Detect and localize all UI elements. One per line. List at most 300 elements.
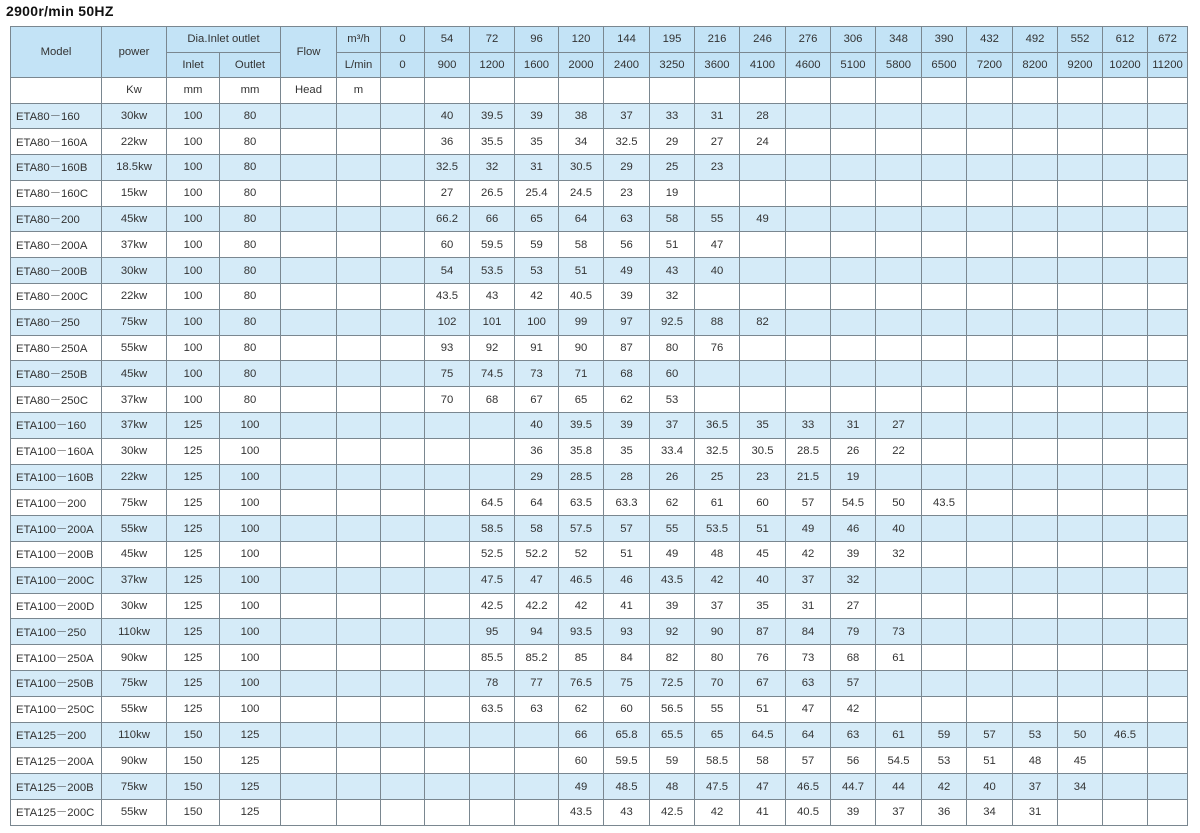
model-cell: ETA100－250C bbox=[11, 696, 102, 722]
head-cell: 50 bbox=[1058, 722, 1103, 748]
header-lmin-value: 2400 bbox=[604, 52, 650, 78]
head-cell-zero-flow bbox=[381, 413, 425, 439]
head-cell bbox=[515, 800, 559, 826]
head-cell bbox=[922, 129, 967, 155]
head-cell: 47.5 bbox=[695, 774, 740, 800]
head-cell bbox=[1058, 671, 1103, 697]
head-cell bbox=[1103, 284, 1148, 310]
head-cell bbox=[967, 696, 1013, 722]
flow-empty-cell bbox=[337, 671, 381, 697]
head-cell: 92 bbox=[470, 335, 515, 361]
head-cell bbox=[1013, 464, 1058, 490]
head-cell bbox=[1103, 387, 1148, 413]
table-row bbox=[11, 722, 1188, 748]
head-cell bbox=[1103, 619, 1148, 645]
header-lmin-value: 3250 bbox=[650, 52, 695, 78]
header-outlet: Outlet bbox=[220, 52, 281, 78]
head-cell bbox=[922, 103, 967, 129]
head-cell bbox=[1013, 567, 1058, 593]
head-cell-zero-flow bbox=[381, 438, 425, 464]
head-cell: 58 bbox=[740, 748, 786, 774]
head-cell: 25.4 bbox=[515, 180, 559, 206]
head-cell: 51 bbox=[559, 258, 604, 284]
header-m3h-value: 216 bbox=[695, 27, 740, 53]
inlet-cell: 125 bbox=[167, 619, 220, 645]
flow-empty-cell bbox=[337, 800, 381, 826]
head-cell bbox=[876, 232, 922, 258]
outlet-cell: 80 bbox=[220, 387, 281, 413]
head-cell bbox=[1058, 645, 1103, 671]
head-cell: 36 bbox=[922, 800, 967, 826]
head-cell: 27 bbox=[695, 129, 740, 155]
flow-empty-cell bbox=[281, 671, 337, 697]
head-cell: 41 bbox=[740, 800, 786, 826]
head-cell bbox=[831, 232, 876, 258]
head-cell bbox=[1058, 619, 1103, 645]
table-row bbox=[11, 129, 1188, 155]
head-cell: 51 bbox=[740, 516, 786, 542]
head-cell bbox=[967, 413, 1013, 439]
head-cell: 85.5 bbox=[470, 645, 515, 671]
header-lmin-value: 5800 bbox=[876, 52, 922, 78]
units-power: Kw bbox=[102, 78, 167, 104]
head-cell: 42 bbox=[695, 800, 740, 826]
inlet-cell: 150 bbox=[167, 774, 220, 800]
units-empty-cell bbox=[695, 78, 740, 104]
head-cell bbox=[922, 438, 967, 464]
head-cell: 93.5 bbox=[559, 619, 604, 645]
head-cell: 67 bbox=[740, 671, 786, 697]
head-cell bbox=[425, 645, 470, 671]
head-cell: 76 bbox=[740, 645, 786, 671]
head-cell bbox=[1148, 438, 1188, 464]
head-cell-zero-flow bbox=[381, 155, 425, 181]
flow-empty-cell bbox=[281, 490, 337, 516]
head-cell: 58 bbox=[515, 516, 559, 542]
head-cell: 63.5 bbox=[559, 490, 604, 516]
flow-empty-cell bbox=[337, 464, 381, 490]
head-cell: 32 bbox=[831, 567, 876, 593]
inlet-cell: 100 bbox=[167, 232, 220, 258]
head-cell bbox=[922, 671, 967, 697]
head-cell-zero-flow bbox=[381, 361, 425, 387]
head-cell bbox=[876, 155, 922, 181]
head-cell: 64.5 bbox=[470, 490, 515, 516]
head-cell: 59.5 bbox=[470, 232, 515, 258]
power-cell: 30kw bbox=[102, 593, 167, 619]
units-inlet: mm bbox=[167, 78, 220, 104]
flow-empty-cell bbox=[337, 335, 381, 361]
outlet-cell: 125 bbox=[220, 800, 281, 826]
head-cell: 102 bbox=[425, 309, 470, 335]
head-cell: 28.5 bbox=[786, 438, 831, 464]
head-cell: 72.5 bbox=[650, 671, 695, 697]
head-cell: 82 bbox=[740, 309, 786, 335]
head-cell bbox=[876, 284, 922, 310]
head-cell: 48 bbox=[1013, 748, 1058, 774]
outlet-cell: 80 bbox=[220, 258, 281, 284]
units-empty-cell bbox=[1148, 78, 1188, 104]
table-row bbox=[11, 180, 1188, 206]
head-cell: 28 bbox=[604, 464, 650, 490]
table-row bbox=[11, 645, 1188, 671]
head-cell: 92.5 bbox=[650, 309, 695, 335]
head-cell: 40 bbox=[876, 516, 922, 542]
head-cell bbox=[1013, 284, 1058, 310]
head-cell bbox=[1148, 180, 1188, 206]
outlet-cell: 80 bbox=[220, 103, 281, 129]
power-cell: 37kw bbox=[102, 413, 167, 439]
header-m3h-value: 492 bbox=[1013, 27, 1058, 53]
model-cell: ETA100－250 bbox=[11, 619, 102, 645]
header-flow: Flow bbox=[281, 27, 337, 78]
head-cell: 34 bbox=[967, 800, 1013, 826]
head-cell: 50 bbox=[876, 490, 922, 516]
inlet-cell: 100 bbox=[167, 258, 220, 284]
head-cell: 63 bbox=[515, 696, 559, 722]
header-model: Model bbox=[11, 27, 102, 78]
head-cell: 52 bbox=[559, 542, 604, 568]
head-cell bbox=[1103, 696, 1148, 722]
header-lmin-value: 1200 bbox=[470, 52, 515, 78]
header-lmin-unit: L/min bbox=[337, 52, 381, 78]
head-cell: 97 bbox=[604, 309, 650, 335]
head-cell bbox=[1103, 103, 1148, 129]
flow-empty-cell bbox=[281, 464, 337, 490]
head-cell-zero-flow bbox=[381, 567, 425, 593]
model-cell: ETA100－200 bbox=[11, 490, 102, 516]
flow-empty-cell bbox=[281, 774, 337, 800]
head-cell bbox=[1013, 542, 1058, 568]
table-row bbox=[11, 516, 1188, 542]
head-cell bbox=[1058, 103, 1103, 129]
head-cell: 33 bbox=[786, 413, 831, 439]
power-cell: 75kw bbox=[102, 490, 167, 516]
head-cell bbox=[1103, 593, 1148, 619]
head-cell bbox=[967, 103, 1013, 129]
units-row bbox=[11, 78, 1188, 104]
head-cell bbox=[876, 258, 922, 284]
head-cell: 40 bbox=[425, 103, 470, 129]
flow-empty-cell bbox=[337, 361, 381, 387]
head-cell: 80 bbox=[650, 335, 695, 361]
head-cell: 36 bbox=[425, 129, 470, 155]
head-cell bbox=[1013, 180, 1058, 206]
head-cell bbox=[831, 206, 876, 232]
inlet-cell: 100 bbox=[167, 129, 220, 155]
head-cell: 60 bbox=[604, 696, 650, 722]
head-cell: 57 bbox=[967, 722, 1013, 748]
head-cell bbox=[922, 593, 967, 619]
power-cell: 110kw bbox=[102, 722, 167, 748]
table-row bbox=[11, 696, 1188, 722]
head-cell: 42 bbox=[786, 542, 831, 568]
head-cell bbox=[515, 774, 559, 800]
outlet-cell: 80 bbox=[220, 284, 281, 310]
head-cell bbox=[831, 155, 876, 181]
head-cell: 73 bbox=[515, 361, 559, 387]
head-cell bbox=[1148, 748, 1188, 774]
head-cell bbox=[922, 232, 967, 258]
head-cell bbox=[425, 542, 470, 568]
head-cell bbox=[1148, 361, 1188, 387]
head-cell bbox=[1058, 464, 1103, 490]
head-cell: 46 bbox=[831, 516, 876, 542]
head-cell: 28.5 bbox=[559, 464, 604, 490]
head-cell: 43.5 bbox=[922, 490, 967, 516]
head-cell: 84 bbox=[604, 645, 650, 671]
head-cell: 65 bbox=[515, 206, 559, 232]
table-row bbox=[11, 774, 1188, 800]
head-cell: 54 bbox=[425, 258, 470, 284]
model-cell: ETA80－160C bbox=[11, 180, 102, 206]
head-cell bbox=[1148, 619, 1188, 645]
head-cell bbox=[1058, 361, 1103, 387]
flow-empty-cell bbox=[337, 413, 381, 439]
model-cell: ETA80－160 bbox=[11, 103, 102, 129]
head-cell bbox=[1103, 516, 1148, 542]
header-m3h-value: 72 bbox=[470, 27, 515, 53]
head-cell: 80 bbox=[695, 645, 740, 671]
inlet-cell: 125 bbox=[167, 671, 220, 697]
head-cell: 101 bbox=[470, 309, 515, 335]
head-cell: 85 bbox=[559, 645, 604, 671]
inlet-cell: 125 bbox=[167, 542, 220, 568]
head-cell bbox=[1058, 155, 1103, 181]
head-cell bbox=[876, 387, 922, 413]
head-cell bbox=[831, 361, 876, 387]
head-cell: 42.5 bbox=[470, 593, 515, 619]
head-cell bbox=[1058, 180, 1103, 206]
head-cell bbox=[922, 696, 967, 722]
power-cell: 45kw bbox=[102, 542, 167, 568]
head-cell bbox=[786, 335, 831, 361]
head-cell: 53 bbox=[1013, 722, 1058, 748]
outlet-cell: 100 bbox=[220, 438, 281, 464]
head-cell bbox=[876, 206, 922, 232]
head-cell bbox=[967, 464, 1013, 490]
head-cell: 48.5 bbox=[604, 774, 650, 800]
head-cell-zero-flow bbox=[381, 206, 425, 232]
head-cell: 58.5 bbox=[695, 748, 740, 774]
head-cell: 74.5 bbox=[470, 361, 515, 387]
head-cell bbox=[831, 309, 876, 335]
head-cell: 57 bbox=[786, 490, 831, 516]
head-cell bbox=[470, 748, 515, 774]
head-cell: 57 bbox=[604, 516, 650, 542]
header-m3h-value: 144 bbox=[604, 27, 650, 53]
flow-empty-cell bbox=[337, 103, 381, 129]
head-cell bbox=[922, 387, 967, 413]
power-cell: 90kw bbox=[102, 645, 167, 671]
flow-empty-cell bbox=[281, 258, 337, 284]
head-cell: 79 bbox=[831, 619, 876, 645]
model-cell: ETA100－160B bbox=[11, 464, 102, 490]
head-cell bbox=[1058, 567, 1103, 593]
head-cell: 35 bbox=[604, 438, 650, 464]
model-cell: ETA80－250C bbox=[11, 387, 102, 413]
head-cell bbox=[740, 232, 786, 258]
head-cell: 39 bbox=[604, 284, 650, 310]
header-m3h-value: 96 bbox=[515, 27, 559, 53]
outlet-cell: 125 bbox=[220, 748, 281, 774]
head-cell: 42 bbox=[695, 567, 740, 593]
head-cell bbox=[470, 774, 515, 800]
head-cell: 49 bbox=[604, 258, 650, 284]
head-cell bbox=[1013, 129, 1058, 155]
head-cell: 40.5 bbox=[559, 284, 604, 310]
power-cell: 55kw bbox=[102, 335, 167, 361]
head-cell bbox=[967, 284, 1013, 310]
head-cell bbox=[1103, 464, 1148, 490]
head-cell bbox=[1148, 645, 1188, 671]
head-cell bbox=[922, 206, 967, 232]
head-cell bbox=[922, 309, 967, 335]
head-cell: 58 bbox=[559, 232, 604, 258]
head-cell: 54.5 bbox=[876, 748, 922, 774]
units-m: m bbox=[337, 78, 381, 104]
power-cell: 30kw bbox=[102, 438, 167, 464]
head-cell bbox=[425, 516, 470, 542]
flow-empty-cell bbox=[337, 696, 381, 722]
head-cell-zero-flow bbox=[381, 129, 425, 155]
head-cell bbox=[967, 206, 1013, 232]
head-cell: 52.2 bbox=[515, 542, 559, 568]
head-cell: 94 bbox=[515, 619, 559, 645]
head-cell: 61 bbox=[695, 490, 740, 516]
inlet-cell: 125 bbox=[167, 696, 220, 722]
head-cell: 95 bbox=[470, 619, 515, 645]
head-cell: 24 bbox=[740, 129, 786, 155]
head-cell bbox=[831, 103, 876, 129]
head-cell: 31 bbox=[515, 155, 559, 181]
head-cell bbox=[1013, 155, 1058, 181]
flow-empty-cell bbox=[281, 232, 337, 258]
head-cell bbox=[1103, 335, 1148, 361]
head-cell bbox=[1013, 516, 1058, 542]
model-cell: ETA80－160B bbox=[11, 155, 102, 181]
head-cell bbox=[967, 180, 1013, 206]
head-cell bbox=[1013, 387, 1058, 413]
head-cell bbox=[1148, 309, 1188, 335]
head-cell bbox=[1103, 232, 1148, 258]
head-cell: 88 bbox=[695, 309, 740, 335]
head-cell bbox=[922, 619, 967, 645]
head-cell: 73 bbox=[786, 645, 831, 671]
flow-empty-cell bbox=[281, 593, 337, 619]
head-cell bbox=[1058, 542, 1103, 568]
outlet-cell: 80 bbox=[220, 206, 281, 232]
head-cell: 26 bbox=[831, 438, 876, 464]
head-cell: 75 bbox=[425, 361, 470, 387]
header-m3h-value: 0 bbox=[381, 27, 425, 53]
header-lmin-value: 3600 bbox=[695, 52, 740, 78]
flow-empty-cell bbox=[281, 335, 337, 361]
head-cell: 57 bbox=[786, 748, 831, 774]
head-cell bbox=[1058, 516, 1103, 542]
head-cell: 40 bbox=[740, 567, 786, 593]
head-cell: 76 bbox=[695, 335, 740, 361]
power-cell: 22kw bbox=[102, 129, 167, 155]
table-row bbox=[11, 438, 1188, 464]
table-row bbox=[11, 490, 1188, 516]
head-cell bbox=[1103, 645, 1148, 671]
head-cell: 29 bbox=[604, 155, 650, 181]
head-cell: 30.5 bbox=[559, 155, 604, 181]
flow-empty-cell bbox=[281, 206, 337, 232]
flow-empty-cell bbox=[281, 619, 337, 645]
head-cell: 56 bbox=[831, 748, 876, 774]
head-cell bbox=[1148, 696, 1188, 722]
head-cell: 26 bbox=[650, 464, 695, 490]
head-cell bbox=[1103, 155, 1148, 181]
inlet-cell: 125 bbox=[167, 464, 220, 490]
head-cell: 35.5 bbox=[470, 129, 515, 155]
head-cell: 39 bbox=[650, 593, 695, 619]
units-blank bbox=[11, 78, 102, 104]
head-cell bbox=[740, 284, 786, 310]
head-cell bbox=[1058, 696, 1103, 722]
head-cell: 37 bbox=[650, 413, 695, 439]
head-cell: 62 bbox=[604, 387, 650, 413]
head-cell bbox=[1058, 387, 1103, 413]
model-cell: ETA80－160A bbox=[11, 129, 102, 155]
outlet-cell: 100 bbox=[220, 542, 281, 568]
head-cell: 51 bbox=[967, 748, 1013, 774]
page-title: 2900r/min 50HZ bbox=[6, 3, 114, 19]
inlet-cell: 100 bbox=[167, 361, 220, 387]
head-cell: 48 bbox=[695, 542, 740, 568]
head-cell: 87 bbox=[604, 335, 650, 361]
head-cell: 42.2 bbox=[515, 593, 559, 619]
power-cell: 110kw bbox=[102, 619, 167, 645]
head-cell bbox=[1148, 335, 1188, 361]
flow-empty-cell bbox=[337, 438, 381, 464]
head-cell bbox=[1148, 103, 1188, 129]
flow-empty-cell bbox=[281, 309, 337, 335]
header-lmin-value: 6500 bbox=[922, 52, 967, 78]
head-cell bbox=[876, 335, 922, 361]
outlet-cell: 100 bbox=[220, 413, 281, 439]
head-cell-zero-flow bbox=[381, 258, 425, 284]
inlet-cell: 100 bbox=[167, 103, 220, 129]
head-cell: 23 bbox=[604, 180, 650, 206]
head-cell: 63.5 bbox=[470, 696, 515, 722]
flow-empty-cell bbox=[281, 567, 337, 593]
head-cell: 37 bbox=[876, 800, 922, 826]
head-cell bbox=[425, 696, 470, 722]
inlet-cell: 125 bbox=[167, 490, 220, 516]
head-cell-zero-flow bbox=[381, 696, 425, 722]
head-cell bbox=[1148, 206, 1188, 232]
head-cell bbox=[1148, 722, 1188, 748]
table-row bbox=[11, 335, 1188, 361]
inlet-cell: 100 bbox=[167, 387, 220, 413]
head-cell: 60 bbox=[740, 490, 786, 516]
head-cell bbox=[1148, 284, 1188, 310]
head-cell bbox=[1058, 284, 1103, 310]
head-cell bbox=[1013, 309, 1058, 335]
flow-empty-cell bbox=[281, 155, 337, 181]
power-cell: 45kw bbox=[102, 206, 167, 232]
model-cell: ETA80－200A bbox=[11, 232, 102, 258]
head-cell bbox=[1148, 232, 1188, 258]
model-cell: ETA80－200C bbox=[11, 284, 102, 310]
head-cell: 64 bbox=[559, 206, 604, 232]
header-power: power bbox=[102, 27, 167, 78]
head-cell: 31 bbox=[831, 413, 876, 439]
head-cell: 43.5 bbox=[425, 284, 470, 310]
